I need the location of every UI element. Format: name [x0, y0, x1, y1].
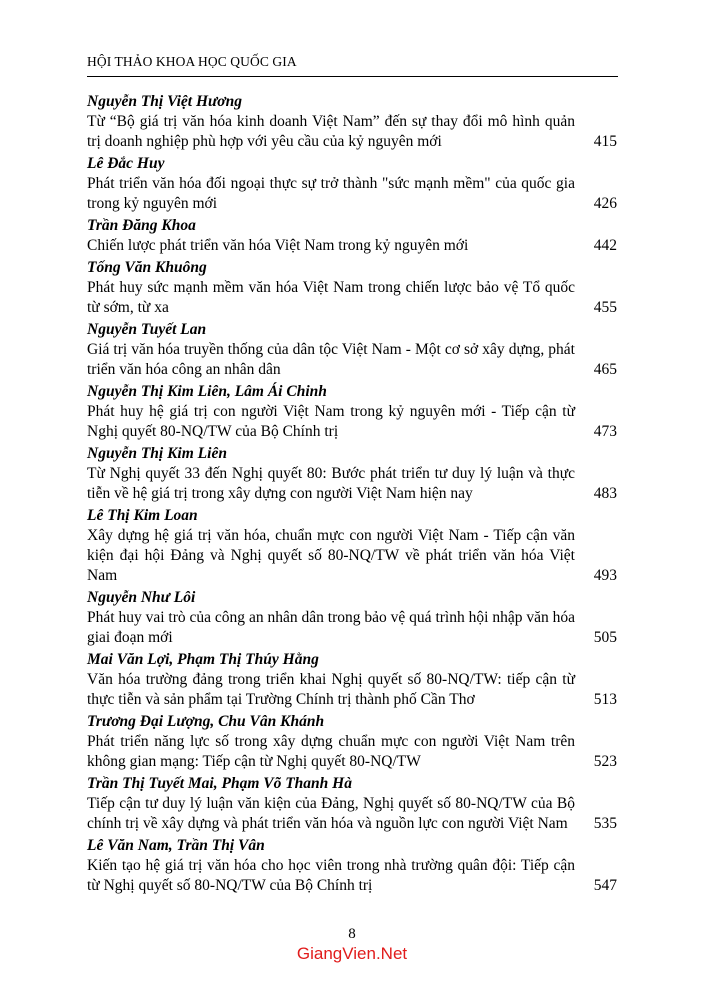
- entry-title: Kiến tạo hệ giá trị văn hóa cho học viên trong nhà trường quân đội: Tiếp cận từ Nghị quyết số 80-NQ/TW của Bộ Chính trị: [87, 857, 575, 894]
- toc-entry[interactable]: [87, 258, 617, 318]
- entry-title: Xây dựng hệ giá trị văn hóa, chuẩn mực con người Việt Nam - Tiếp cận văn kiện đại hội Đảng và Nghị quyết số 80-NQ/TW về phát triển văn hóa Việt Nam: [87, 527, 575, 584]
- entry-author: Nguyễn Thị Việt Hương: [87, 93, 242, 110]
- entry-page-number: 505: [593, 629, 617, 646]
- entry-page-number: 465: [593, 361, 617, 378]
- entry-title: Phát huy vai trò của công an nhân dân trong bảo vệ quá trình hội nhập văn hóa giai đoạn mới: [87, 609, 575, 646]
- toc-entry[interactable]: [87, 444, 617, 504]
- entry-page-number: 483: [593, 485, 617, 502]
- entry-page-number: 493: [593, 567, 617, 584]
- entry-page-number: 547: [593, 877, 617, 894]
- toc-entry[interactable]: [87, 320, 617, 380]
- entry-title: Văn hóa trường đảng trong triển khai Nghị quyết số 80-NQ/TW: tiếp cận từ thực tiễn và sản phẩm tại Trường Chính trị thành phố Cần Thơ: [87, 671, 575, 708]
- toc-entry[interactable]: [87, 154, 617, 214]
- entry-title: Phát huy hệ giá trị con người Việt Nam trong kỷ nguyên mới - Tiếp cận từ Nghị quyết 80-NQ/TW của Bộ Chính trị: [87, 403, 575, 440]
- entry-author: Trương Đại Lượng, Chu Vân Khánh: [87, 713, 325, 730]
- table-of-contents: [87, 92, 617, 898]
- entry-author: Nguyễn Tuyết Lan: [87, 321, 207, 338]
- toc-entry[interactable]: [87, 712, 617, 772]
- entry-author: Tống Văn Khuông: [87, 259, 207, 276]
- entry-title: Từ “Bộ giá trị văn hóa kinh doanh Việt Nam” đến sự thay đổi mô hình quản trị doanh nghiệp phù hợp với yêu cầu của kỷ nguyên mới: [87, 113, 575, 150]
- entry-page-number: 455: [593, 299, 617, 316]
- entry-page-number: 473: [593, 423, 617, 440]
- toc-entry[interactable]: [87, 92, 617, 152]
- entry-author: Nguyễn Thị Kim Liên: [87, 445, 227, 462]
- entry-author: Lê Văn Nam, Trần Thị Vân: [87, 837, 265, 854]
- entry-author: Mai Văn Lợi, Phạm Thị Thúy Hằng: [87, 651, 319, 668]
- watermark: GiangVien.Net: [296, 944, 408, 963]
- entry-author: Lê Đắc Huy: [87, 155, 165, 172]
- toc-entry[interactable]: [87, 382, 617, 442]
- page-number: 8: [348, 926, 356, 942]
- entry-page-number: 442: [593, 237, 617, 254]
- entry-page-number: 535: [593, 815, 617, 832]
- entry-author: Lê Thị Kim Loan: [87, 507, 198, 524]
- entry-title: Chiến lược phát triển văn hóa Việt Nam trong kỷ nguyên mới: [87, 237, 469, 254]
- entry-author: Trần Thị Tuyết Mai, Phạm Võ Thanh Hà: [87, 775, 352, 792]
- entry-title: Giá trị văn hóa truyền thống của dân tộc Việt Nam - Một cơ sở xây dựng, phát triển văn hóa công an nhân dân: [87, 341, 575, 378]
- toc-entry[interactable]: [87, 650, 617, 710]
- toc-entry[interactable]: [87, 588, 617, 648]
- entry-page-number: 523: [593, 753, 617, 770]
- entry-title: Tiếp cận tư duy lý luận văn kiện của Đảng, Nghị quyết số 80-NQ/TW của Bộ chính trị về xây dựng và phát triển văn hóa và nguồn lực con người Việt Nam: [87, 795, 575, 832]
- toc-entry[interactable]: [87, 774, 617, 834]
- entry-author: Nguyễn Như Lôi: [87, 589, 196, 606]
- toc-entry[interactable]: [87, 836, 617, 896]
- toc-entry[interactable]: [87, 506, 617, 586]
- header-rule: [87, 76, 618, 77]
- running-header: HỘI THẢO KHOA HỌC QUỐC GIA: [87, 54, 297, 69]
- entry-page-number: 415: [593, 133, 617, 150]
- entry-title: Phát triển năng lực số trong xây dựng chuẩn mực con người Việt Nam trên không gian mạng: Tiếp cận từ Nghị quyết 80-NQ/TW: [87, 733, 575, 770]
- entry-author: Trần Đăng Khoa: [87, 217, 196, 234]
- entry-page-number: 513: [593, 691, 617, 708]
- entry-page-number: 426: [593, 195, 617, 212]
- entry-author: Nguyễn Thị Kim Liên, Lâm Ái Chinh: [87, 383, 327, 400]
- toc-entry[interactable]: [87, 216, 617, 256]
- entry-title: Phát triển văn hóa đối ngoại thực sự trở thành "sức mạnh mềm" của quốc gia trong kỷ nguyên mới: [87, 175, 575, 212]
- entry-title: Từ Nghị quyết 33 đến Nghị quyết 80: Bước phát triển tư duy lý luận và thực tiễn về hệ giá trị trong xây dựng con người Việt Nam hiện nay: [87, 465, 575, 502]
- entry-title: Phát huy sức mạnh mềm văn hóa Việt Nam trong chiến lược bảo vệ Tổ quốc từ sớm, từ xa: [87, 279, 575, 316]
